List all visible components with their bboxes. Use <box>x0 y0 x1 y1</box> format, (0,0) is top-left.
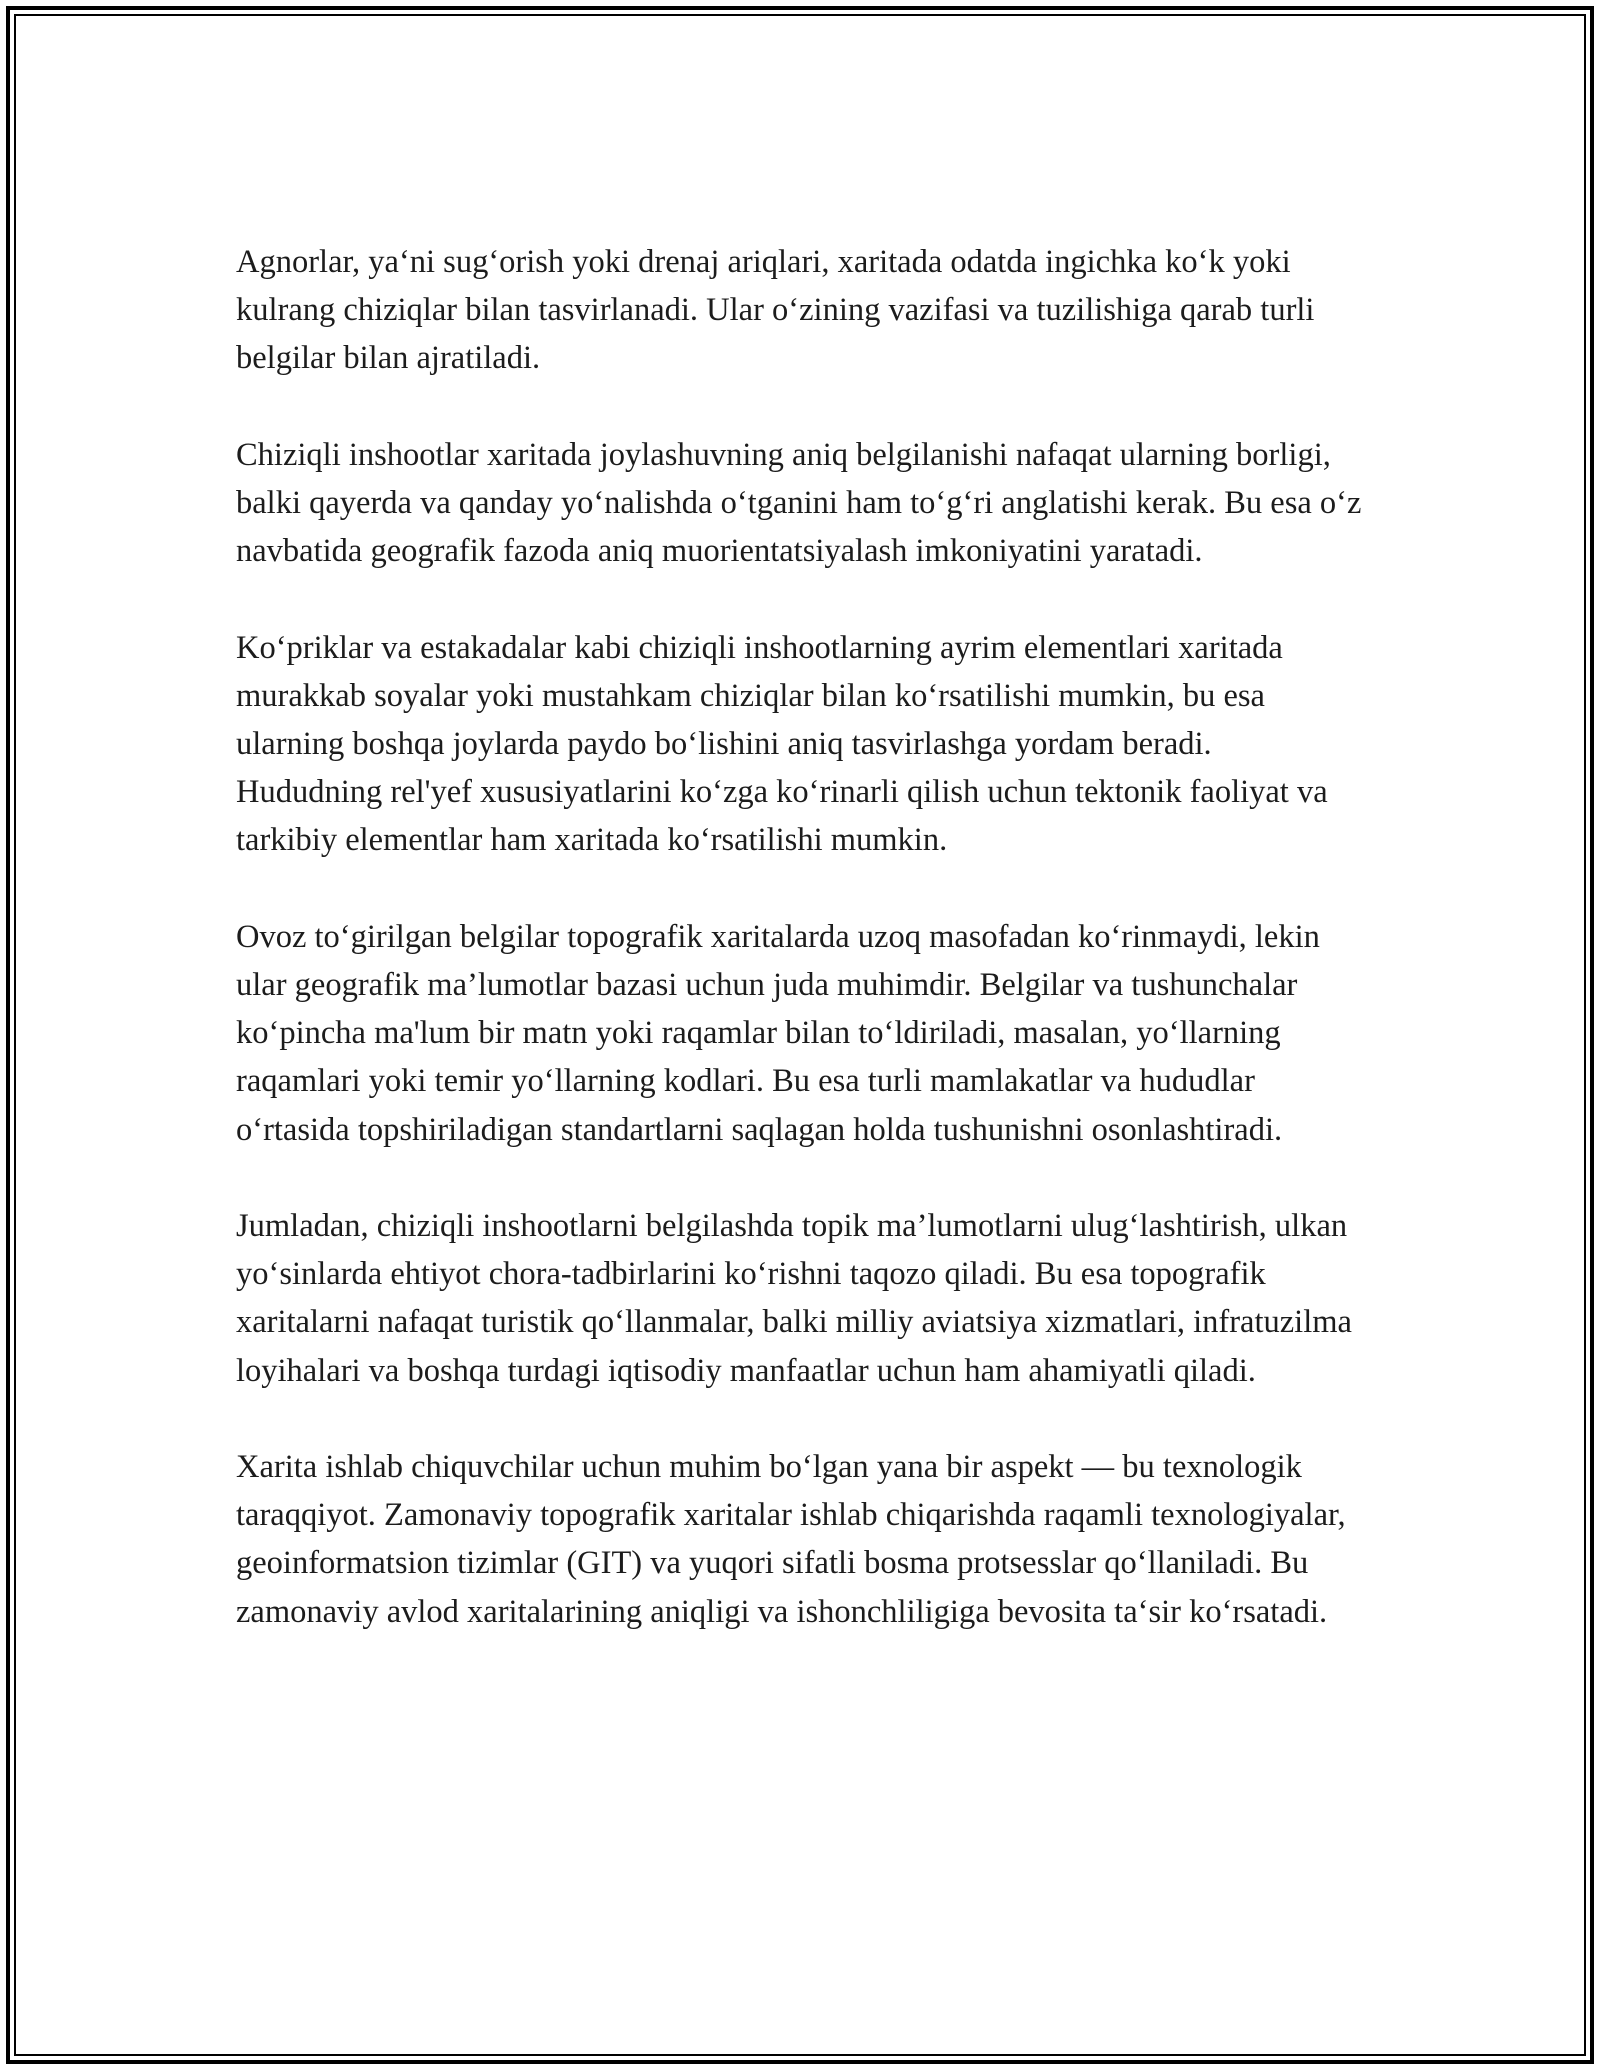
paragraph-4: Ovoz to‘girilgan belgilar topografik xaritalarda uzoq masofadan ko‘rinmaydi, lekin ular geografik ma’lumotlar bazasi uchun juda muhimdir. Belgilar va tushunchalar ko‘pincha ma'lum bir matn yoki raqamlar bilan to‘ldiriladi, masalan, yo‘llarning raqamlari yoki temir yo‘llarning kodlari. Bu esa turli mamlakatlar va hududlar o‘rtasida topshiriladigan standartlarni saqlagan holda tushunishni osonlashtiradi. <box>236 918 1320 1148</box>
paragraph-2: Chiziqli inshootlar xaritada joylashuvning aniq belgilanishi nafaqat ularning borligi, balki qayerda va qanday yo‘nalishda o‘tganini ham to‘g‘ri anglatishi kerak. Bu esa o‘z navbatida geografik fazoda aniq muorientatsiyalash imkoniyatini yaratadi. <box>236 436 1362 570</box>
paragraph-3: Ko‘priklar va estakadalar kabi chiziqli inshootlarning ayrim elementlari xaritada murakkab soyalar yoki mustahkam chiziqlar bilan ko‘rsatilishi mumkin, bu esa ularning boshqa joylarda paydo bo‘lishini aniq tasvirlashga yordam beradi. Hududning rel'yef xususiyatlarini ko‘zga ko‘rinarli qilish uchun tektonik faoliyat va tarkibiy elementlar ham xaritada ko‘rsatilishi mumkin. <box>236 629 1328 859</box>
paragraph-5: Jumladan, chiziqli inshootlarni belgilashda topik ma’lumotlarni ulug‘lashtirish, ulkan yo‘sinlarda ehtiyot chora-tadbirlarini ko‘rishni taqozo qiladi. Bu esa topografik xaritalarni nafaqat turistik qo‘llanmalar, balki milliy aviatsiya xizmatlari, infratuzilma loyihalari va boshqa turdagi iqtisodiy manfaatlar uchun ham ahamiyatli qiladi. <box>236 1208 1352 1389</box>
paragraph-6: Xarita ishlab chiquvchilar uchun muhim bo‘lgan yana bir aspekt — bu texnologik taraqqiyot. Zamonaviy topografik xaritalar ishlab chiqarishda raqamli texnologiyalar, geoinformatsion tizimlar (GIT) va yuqori sifatli bosma protsesslar qo‘llaniladi. Bu zamonaviy avlod xaritalarining aniqligi va ishonchliligiga bevosita ta‘sir ko‘rsatadi. <box>236 1449 1346 1630</box>
document-body <box>236 238 1366 1684</box>
paragraph-1: Agnorlar, ya‘ni sug‘orish yoki drenaj ariqlari, xaritada odatda ingichka ko‘k yoki kulrang chiziqlar bilan tasvirlanadi. Ular o‘zining vazifasi va tuzilishiga qarab turli belgilar bilan ajratiladi. <box>236 244 1315 377</box>
